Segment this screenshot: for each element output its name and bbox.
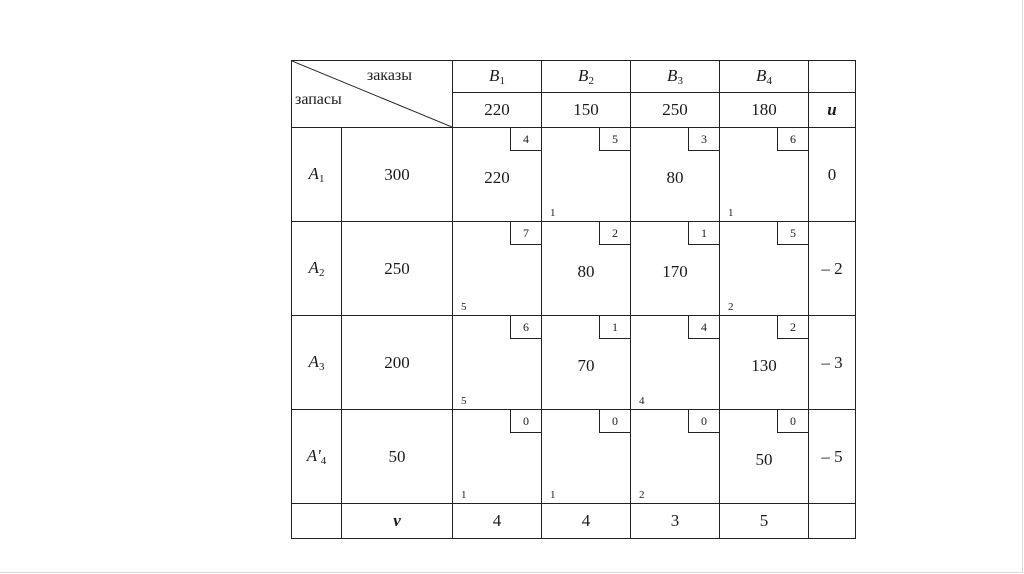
- supply-a3: 200: [342, 316, 453, 410]
- v-row-blank: [292, 504, 342, 539]
- cost-box: 6: [510, 316, 541, 339]
- cost-box: 5: [777, 222, 808, 245]
- cost-box: 1: [599, 316, 630, 339]
- cost-box: 0: [599, 410, 630, 433]
- estimate-value: 1: [728, 207, 734, 219]
- orders-label: заказы: [366, 67, 412, 84]
- consumer-header-b4: $B_4$: [720, 61, 809, 93]
- estimate-value: 4: [639, 395, 645, 407]
- consumer-header-b2: $B_2$: [542, 61, 631, 93]
- supplier-label-a4: $A'_4$: [292, 410, 342, 504]
- v-value-b2: 4: [542, 504, 631, 539]
- v-potential-label: v: [342, 504, 453, 539]
- allocation-value: 130: [751, 355, 777, 375]
- cell-a2-b1: [453, 222, 542, 316]
- v-value-b4: 5: [720, 504, 809, 539]
- v-value-b1: 4: [453, 504, 542, 539]
- estimate-value: 2: [639, 489, 645, 501]
- allocation-value: 170: [662, 261, 688, 281]
- demand-b2: 150: [542, 93, 631, 128]
- demand-b4: 180: [720, 93, 809, 128]
- cell-a2-b3: [631, 222, 720, 316]
- estimate-value: 1: [550, 207, 556, 219]
- cost-box: 0: [510, 410, 541, 433]
- supplier-label-a2: $A_2$: [292, 222, 342, 316]
- cell-a1-b1: [453, 128, 542, 222]
- demand-b3: 250: [631, 93, 720, 128]
- header-row-consumers: [292, 61, 856, 93]
- allocation-value: 80: [666, 167, 684, 187]
- allocation-value: 80: [577, 261, 595, 281]
- stocks-label: запасы: [295, 91, 342, 108]
- supplier-row-a4: [292, 410, 856, 504]
- v-potential-row: [292, 504, 856, 539]
- v-row-end-blank: [809, 504, 856, 539]
- cost-box: 4: [688, 316, 719, 339]
- cost-box: 0: [777, 410, 808, 433]
- supplier-label-a1: $A_1$: [292, 128, 342, 222]
- consumer-header-b3: $B_3$: [631, 61, 720, 93]
- cell-a1-b3: [631, 128, 720, 222]
- cell-a3-b3: [631, 316, 720, 410]
- v-value-b3: 3: [631, 504, 720, 539]
- cell-a4-b1: [453, 410, 542, 504]
- u-potential-header: u: [809, 93, 856, 128]
- estimate-value: 5: [461, 395, 467, 407]
- cost-box: 6: [777, 128, 808, 151]
- demand-b1: 220: [453, 93, 542, 128]
- cost-box: 0: [688, 410, 719, 433]
- consumer-header-b1: $B_1$: [453, 61, 542, 93]
- supply-a4: 50: [342, 410, 453, 504]
- supplier-row-a2: [292, 222, 856, 316]
- supplier-row-a3: [292, 316, 856, 410]
- supplier-row-a1: [292, 128, 856, 222]
- transportation-table: [291, 60, 856, 539]
- cell-a3-b4: [720, 316, 809, 410]
- cell-a1-b4: [720, 128, 809, 222]
- cell-a4-b2: [542, 410, 631, 504]
- cell-a2-b4: [720, 222, 809, 316]
- u-value-a3: – 3: [809, 316, 856, 410]
- cost-box: 4: [510, 128, 541, 151]
- cell-a3-b2: [542, 316, 631, 410]
- cell-a4-b3: [631, 410, 720, 504]
- cost-box: 3: [688, 128, 719, 151]
- supplier-label-a3: $A_3$: [292, 316, 342, 410]
- cell-a1-b2: [542, 128, 631, 222]
- estimate-value: 5: [461, 301, 467, 313]
- cost-box: 7: [510, 222, 541, 245]
- cost-box: 2: [777, 316, 808, 339]
- estimate-value: 2: [728, 301, 734, 313]
- u-value-a2: – 2: [809, 222, 856, 316]
- corner-cell: [292, 61, 453, 128]
- cost-box: 2: [599, 222, 630, 245]
- u-value-a4: – 5: [809, 410, 856, 504]
- estimate-value: 1: [461, 489, 467, 501]
- u-header-blank: [809, 61, 856, 93]
- estimate-value: 1: [550, 489, 556, 501]
- supply-a1: 300: [342, 128, 453, 222]
- cost-box: 5: [599, 128, 630, 151]
- allocation-value: 220: [484, 167, 510, 187]
- u-value-a1: 0: [809, 128, 856, 222]
- allocation-value: 70: [577, 355, 595, 375]
- cell-a3-b1: [453, 316, 542, 410]
- cell-a4-b4: [720, 410, 809, 504]
- cost-box: 1: [688, 222, 719, 245]
- supply-a2: 250: [342, 222, 453, 316]
- cell-a2-b2: [542, 222, 631, 316]
- allocation-value: 50: [755, 449, 773, 469]
